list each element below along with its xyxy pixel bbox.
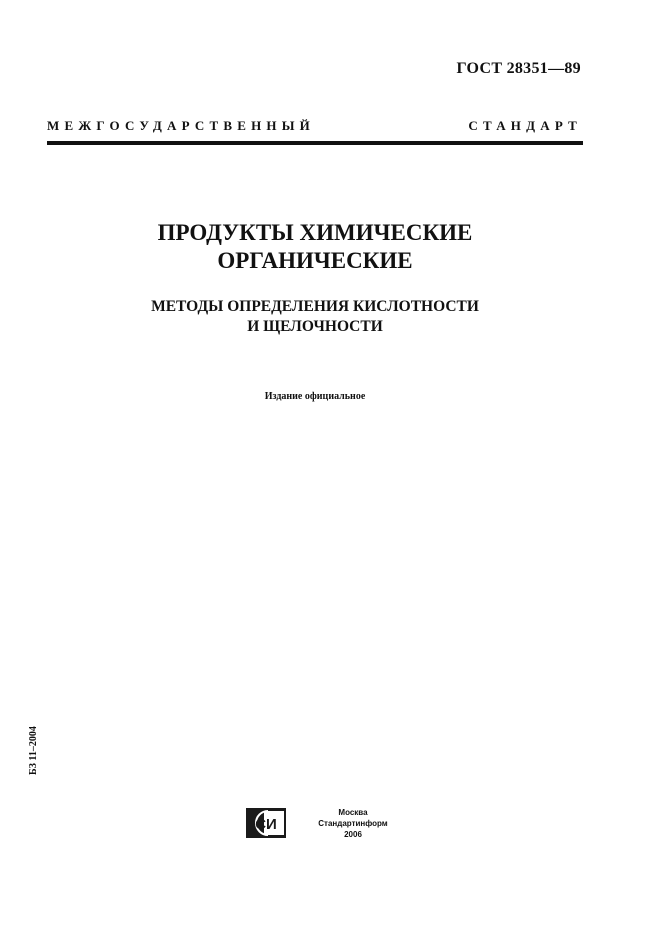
document-subtitle-line-2: И ЩЕЛОЧНОСТИ <box>247 318 383 335</box>
standartinform-logo <box>246 808 286 838</box>
publisher-name: Стандартинформ <box>318 819 388 828</box>
logo-graphic <box>246 808 286 838</box>
document-title-line-2: ОРГАНИЧЕСКИЕ <box>217 248 413 273</box>
interstate-standard-banner: МЕЖГОСУДАРСТВЕННЫЙ СТАНДАРТ <box>47 118 582 133</box>
side-code: БЗ 11–2004 <box>28 726 39 775</box>
document-title-line-1: ПРОДУКТЫ ХИМИЧЕСКИЕ <box>157 220 473 245</box>
publisher-city: Москва <box>338 808 368 817</box>
document-subtitle <box>60 297 570 337</box>
gost-number: ГОСТ 28351—89 <box>456 60 581 77</box>
edition-label: Издание официальное <box>264 391 366 402</box>
publisher-block <box>308 807 398 840</box>
document-title <box>60 219 570 275</box>
header-rule <box>47 141 583 145</box>
publisher-year: 2006 <box>344 830 362 839</box>
logo-text: СИ <box>255 816 277 833</box>
document-subtitle-line-1: МЕТОДЫ ОПРЕДЕЛЕНИЯ КИСЛОТНОСТИ <box>151 298 479 315</box>
